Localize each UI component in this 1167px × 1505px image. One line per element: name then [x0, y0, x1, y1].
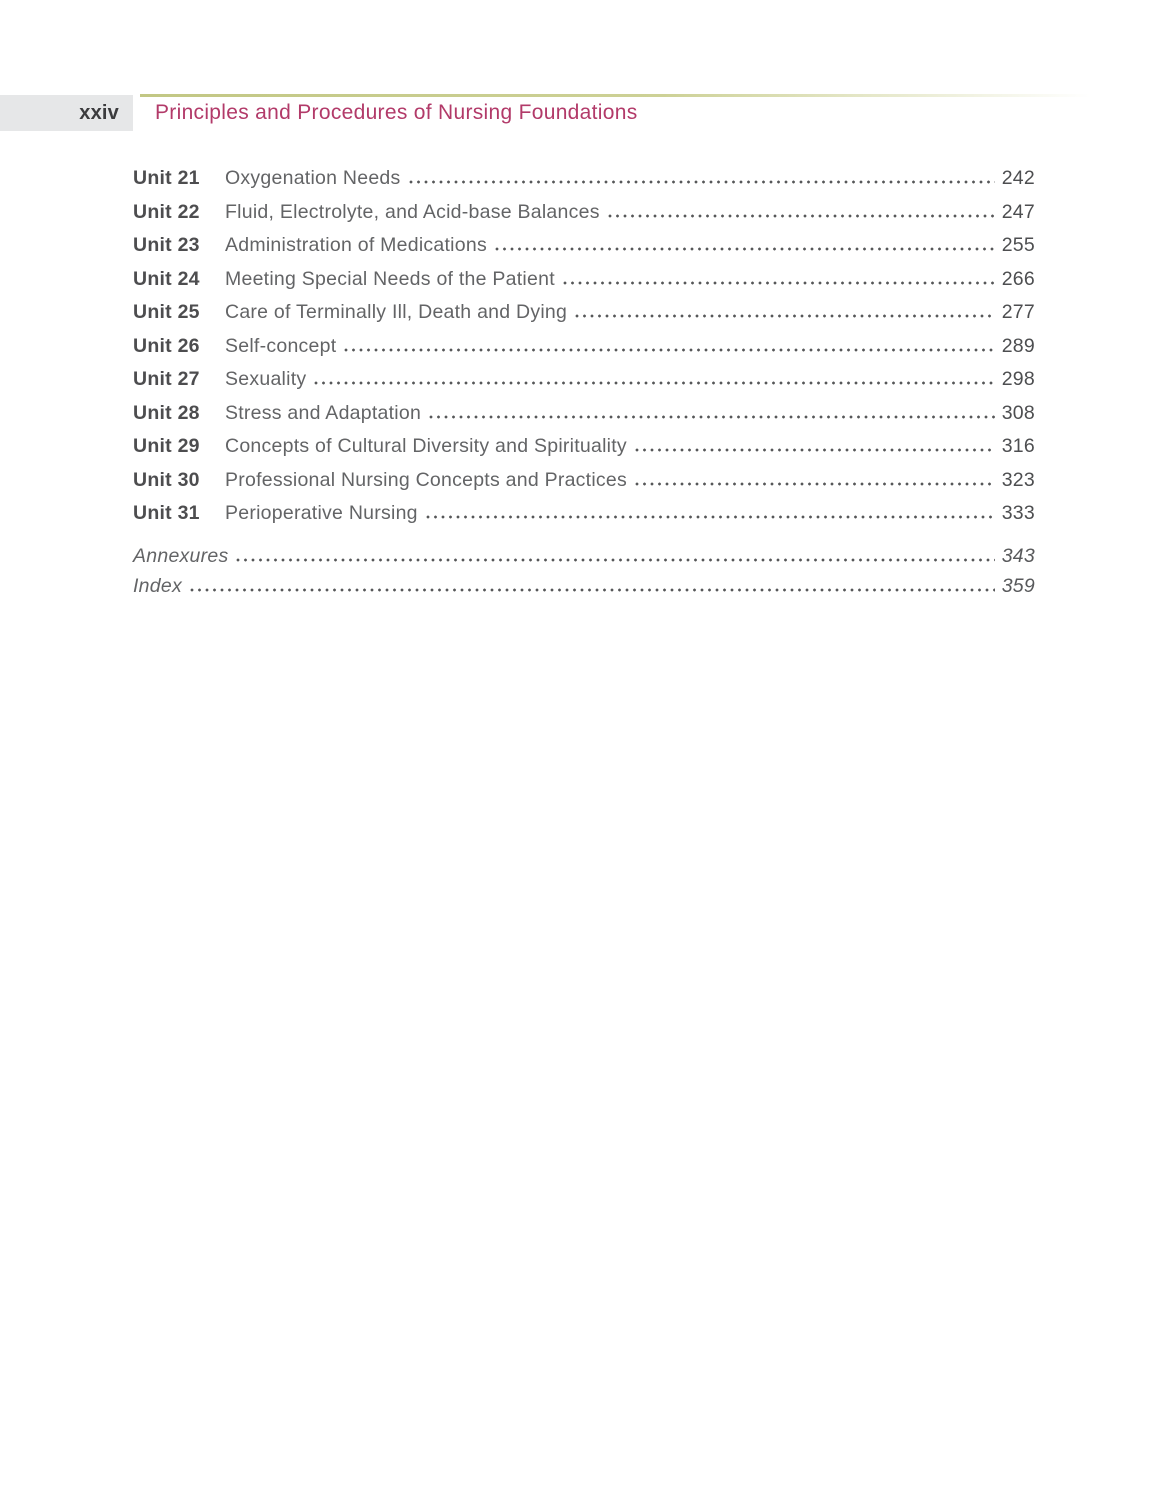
dot-leader: [190, 588, 995, 592]
unit-title: Professional Nursing Concepts and Practices: [225, 468, 628, 491]
page-ref: 277: [1001, 301, 1035, 323]
toc-row: [133, 363, 1035, 397]
dot-leader: [344, 348, 994, 352]
toc-row: [133, 296, 1035, 330]
page-ref: 298: [1001, 368, 1035, 390]
toc-row: [133, 397, 1035, 431]
unit-title: Stress and Adaptation: [225, 401, 422, 424]
dot-leader: [429, 415, 995, 419]
toc-extra-row: [133, 572, 1035, 602]
unit-label: Unit 24: [133, 267, 200, 290]
extra-title: Annexures: [133, 545, 229, 567]
unit-title: Fluid, Electrolyte, and Acid-base Balances: [225, 200, 600, 223]
unit-title: Administration of Medications: [225, 234, 487, 256]
toc-row: [133, 196, 1035, 230]
extra-title: Index: [133, 574, 182, 597]
page-ref: 316: [1001, 435, 1035, 457]
toc-row: [133, 430, 1035, 464]
unit-label: Unit 22: [133, 200, 200, 223]
unit-title: Concepts of Cultural Diversity and Spirituality: [225, 435, 627, 457]
toc-row: [133, 263, 1035, 297]
page-ref: 266: [1001, 267, 1035, 290]
unit-label: Unit 27: [133, 368, 200, 390]
page-ref: 323: [1001, 468, 1035, 491]
page-ref: 289: [1001, 334, 1035, 357]
unit-title: Oxygenation Needs: [225, 167, 401, 189]
page-ref: 343: [1001, 545, 1035, 567]
dot-leader: [563, 281, 995, 285]
page-ref: 255: [1001, 234, 1035, 256]
dot-leader: [575, 314, 995, 318]
dot-leader: [495, 247, 995, 251]
unit-label: Unit 23: [133, 234, 200, 256]
toc-unit-list: [133, 162, 1035, 531]
toc-row: [133, 464, 1035, 498]
unit-title: Perioperative Nursing: [225, 502, 418, 524]
unit-title: Self-concept: [225, 334, 337, 357]
unit-label: Unit 30: [133, 468, 200, 491]
unit-label: Unit 26: [133, 334, 200, 357]
dot-leader: [409, 180, 995, 184]
unit-label: Unit 28: [133, 401, 200, 424]
toc-row: [133, 497, 1035, 531]
page-folio: xxiv: [79, 101, 119, 124]
unit-label: Unit 25: [133, 301, 200, 323]
dot-leader: [426, 515, 995, 519]
page-ref: 308: [1001, 401, 1035, 424]
unit-label: Unit 31: [133, 502, 200, 524]
folio-band: [0, 95, 133, 131]
unit-title: Sexuality: [225, 368, 307, 390]
toc-row: [133, 229, 1035, 263]
page-ref: 242: [1001, 167, 1035, 189]
toc-row: [133, 330, 1035, 364]
toc-extras-list: [133, 542, 1035, 601]
dot-leader: [314, 381, 994, 385]
dot-leader: [635, 482, 995, 486]
page-ref: 333: [1001, 502, 1035, 524]
dot-leader: [236, 558, 994, 562]
unit-label: Unit 21: [133, 167, 200, 189]
unit-label: Unit 29: [133, 435, 200, 457]
toc-row: [133, 162, 1035, 196]
dot-leader: [635, 448, 995, 452]
unit-title: Meeting Special Needs of the Patient: [225, 267, 555, 290]
page-ref: 359: [1001, 574, 1035, 597]
toc-extra-row: [133, 542, 1035, 572]
page-ref: 247: [1001, 200, 1035, 223]
running-head-title: Principles and Procedures of Nursing Foundations: [155, 101, 638, 124]
dot-leader: [608, 214, 995, 218]
unit-title: Care of Terminally Ill, Death and Dying: [225, 301, 568, 323]
